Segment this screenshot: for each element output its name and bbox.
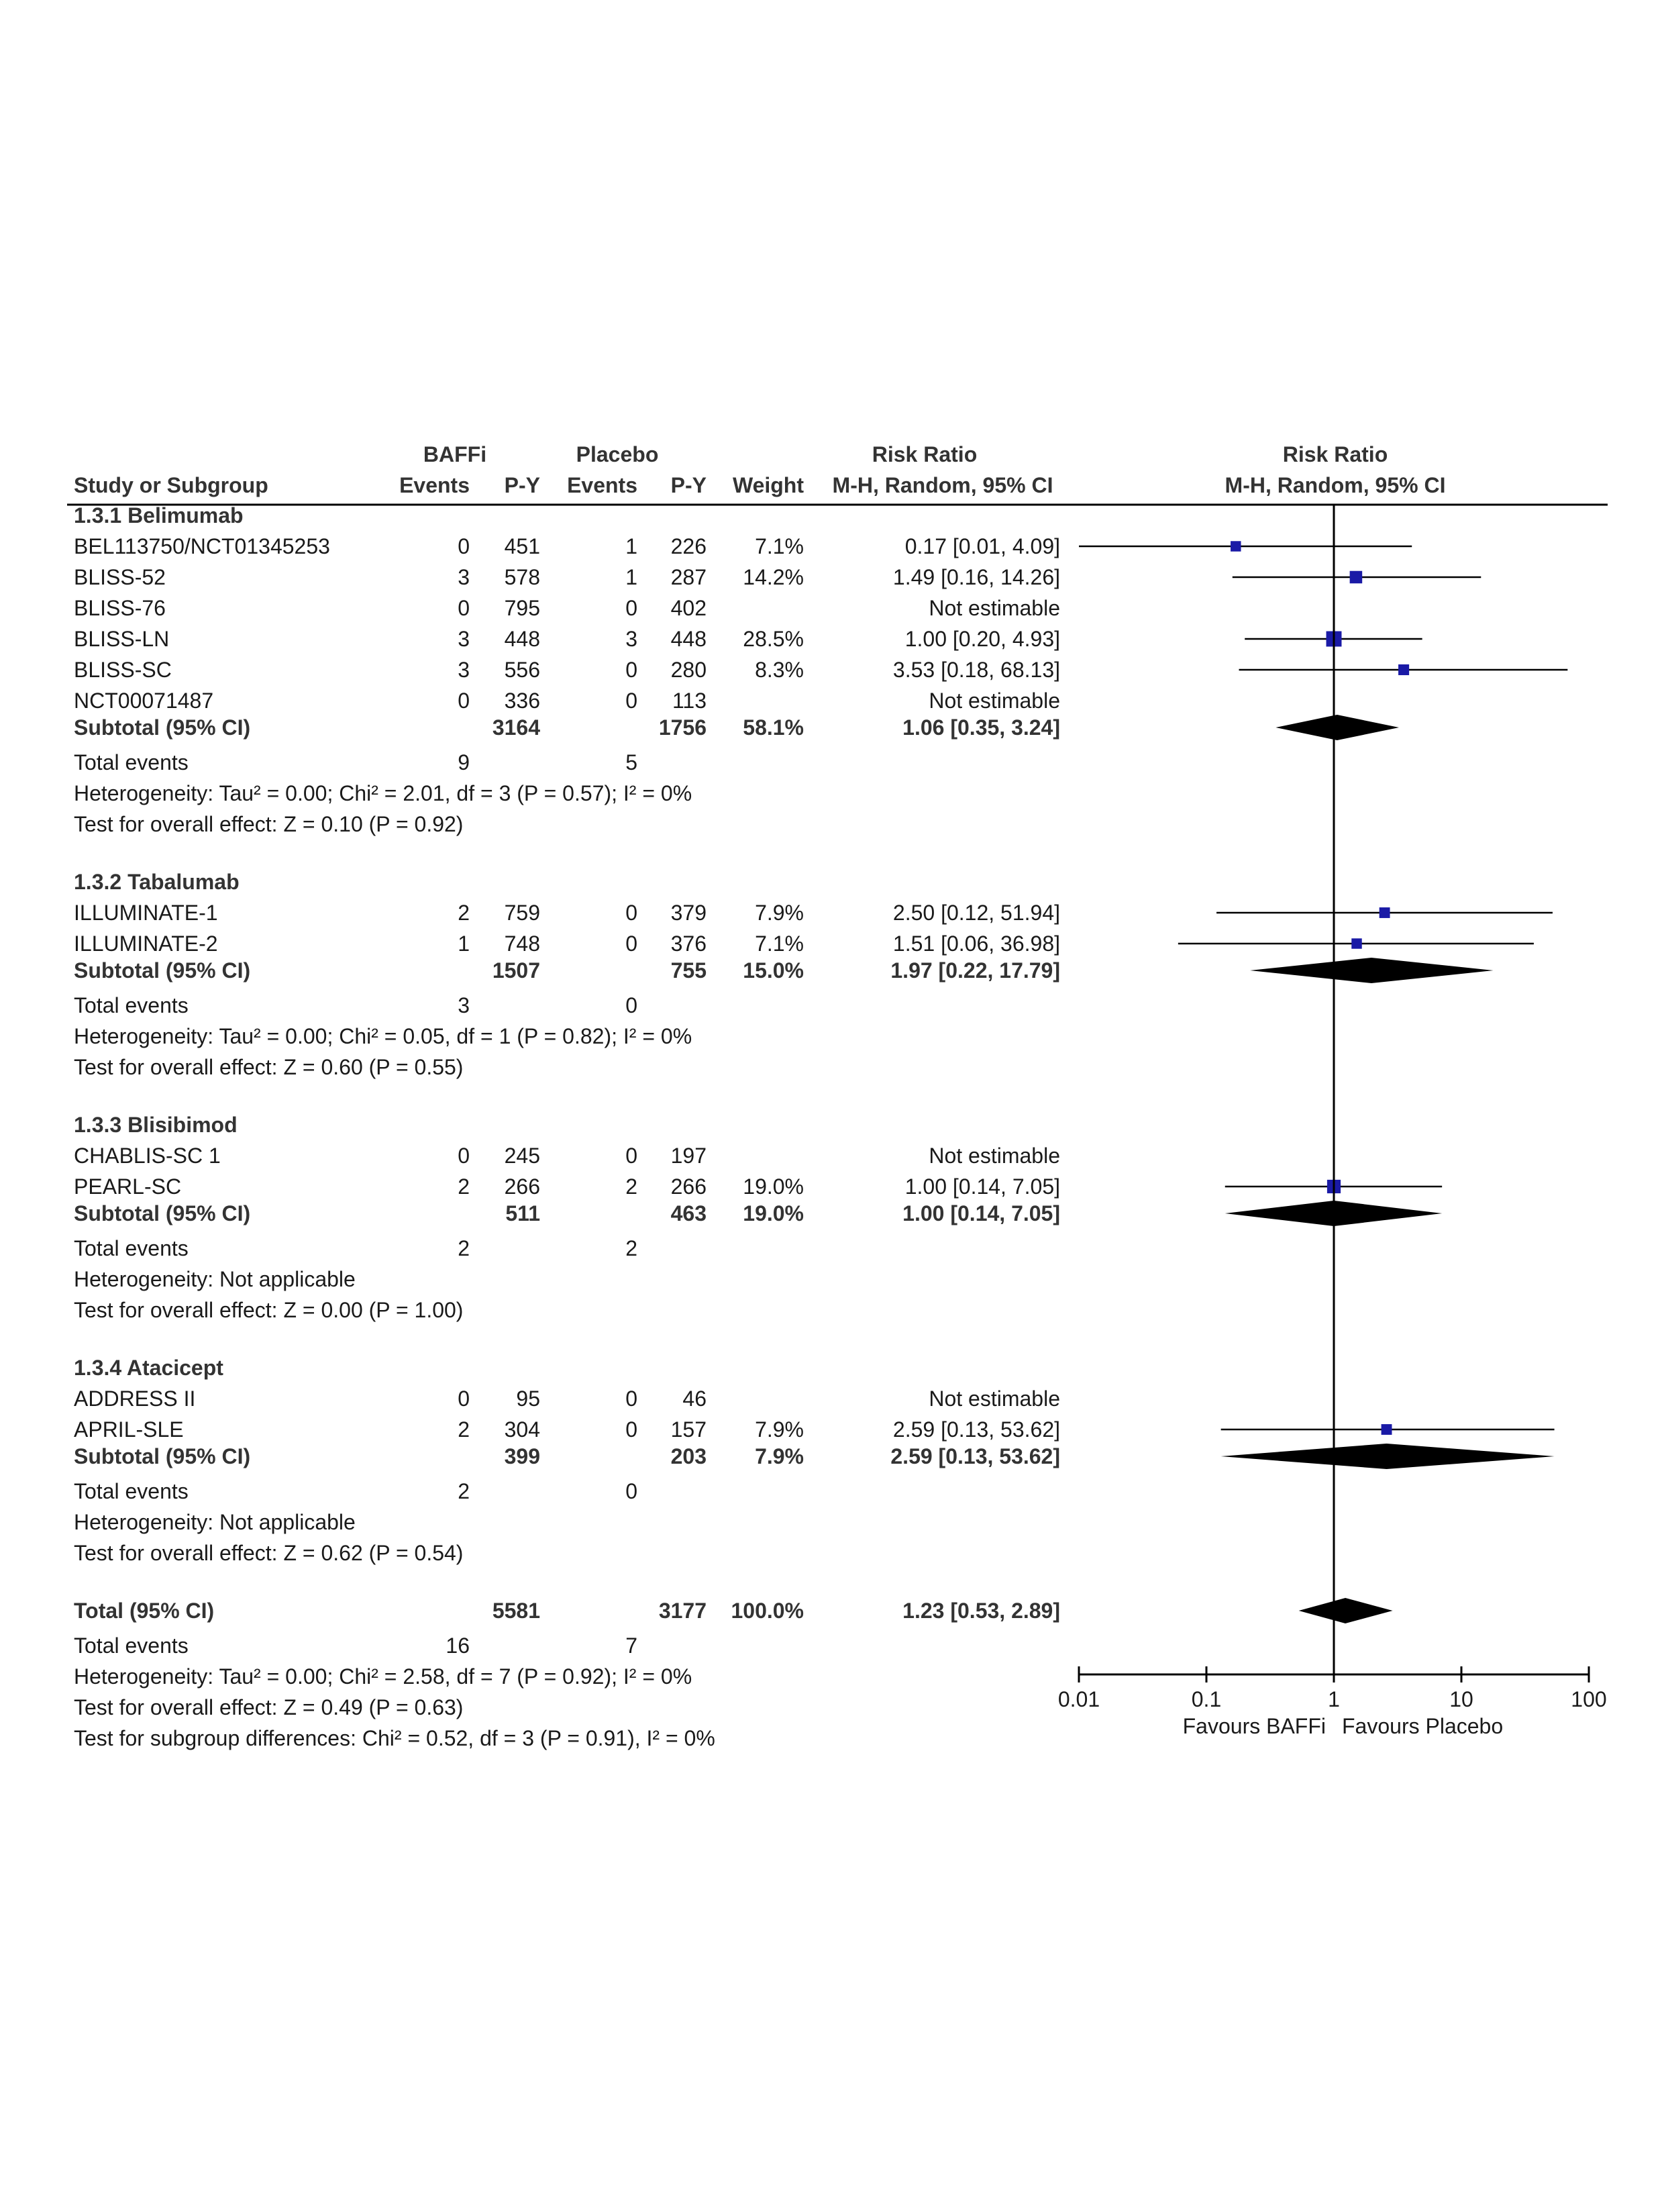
study-events-a: 0 — [458, 1144, 470, 1168]
overall-effect-text: Test for overall effect: Z = 0.00 (P = 1.00) — [74, 1298, 464, 1322]
point-estimate-square — [1380, 907, 1390, 918]
total-events-label: Total events — [74, 1236, 189, 1260]
subgroup-difference-text: Test for subgroup differences: Chi² = 0.52, df = 3 (P = 0.91), I² = 0% — [74, 1726, 715, 1750]
point-estimate-square — [1351, 938, 1361, 948]
study-name: BLISS-SC — [74, 658, 172, 682]
total-weight: 100.0% — [731, 1599, 804, 1623]
total-events-b: 0 — [625, 1479, 637, 1503]
study-name: APRIL-SLE — [74, 1417, 184, 1442]
favours-right-label: Favours Placebo — [1342, 1714, 1504, 1738]
total-events-b: 5 — [625, 750, 637, 774]
total-events-b: 2 — [625, 1236, 637, 1260]
subtotal-label: Subtotal (95% CI) — [74, 1201, 251, 1225]
heterogeneity-text: Heterogeneity: Not applicable — [74, 1267, 356, 1291]
study-py-a: 245 — [504, 1144, 540, 1168]
study-py-a: 304 — [504, 1417, 540, 1442]
total-events-a: 16 — [446, 1633, 470, 1658]
overall-effect-text: Test for overall effect: Z = 0.49 (P = 0.63) — [74, 1695, 464, 1719]
subtotal-py-a: 3164 — [492, 715, 540, 740]
total-events-label: Total events — [74, 993, 189, 1017]
total-events-b: 0 — [625, 993, 637, 1017]
study-events-b: 0 — [625, 1144, 637, 1168]
study-ci-text: 1.49 [0.16, 14.26] — [892, 565, 1060, 589]
study-py-a: 556 — [504, 658, 540, 682]
study-py-b: 266 — [670, 1174, 707, 1199]
study-ci-text: 1.51 [0.06, 36.98] — [892, 932, 1060, 956]
study-rows — [74, 503, 1060, 1750]
study-events-b: 1 — [625, 565, 637, 589]
study-py-b: 197 — [670, 1144, 707, 1168]
study-events-b: 0 — [625, 1387, 637, 1411]
subgroup-title: 1.3.2 Tabalumab — [74, 870, 240, 894]
study-events-a: 1 — [458, 932, 470, 956]
study-events-a: 2 — [458, 1174, 470, 1199]
subtotal-ci-text: 1.06 [0.35, 3.24] — [902, 715, 1060, 740]
rr-method-header: M-H, Random, 95% CI — [832, 473, 1053, 497]
forest-table — [67, 442, 1608, 505]
total-events-label: Total events — [74, 1479, 189, 1503]
study-py-a: 748 — [504, 932, 540, 956]
study-ci-text: 0.17 [0.01, 4.09] — [904, 534, 1060, 558]
study-py-b: 113 — [672, 689, 707, 713]
subtotal-py-b: 755 — [670, 958, 707, 983]
study-ci-text: 1.00 [0.20, 4.93] — [904, 627, 1060, 651]
study-ci-text: Not estimable — [929, 1387, 1060, 1411]
plot-method-header: M-H, Random, 95% CI — [1225, 473, 1446, 497]
study-weight: 14.2% — [743, 565, 804, 589]
study-events-a: 3 — [458, 658, 470, 682]
study-py-b: 226 — [670, 534, 707, 558]
study-column-header: Study or Subgroup — [74, 473, 268, 497]
study-py-b: 157 — [670, 1417, 707, 1442]
study-weight: 8.3% — [755, 658, 804, 682]
study-events-a: 0 — [458, 596, 470, 620]
study-events-b: 2 — [625, 1174, 637, 1199]
study-name: PEARL-SC — [74, 1174, 182, 1199]
subtotal-label: Subtotal (95% CI) — [74, 1444, 251, 1468]
subtotal-py-a: 511 — [505, 1201, 540, 1225]
study-py-b: 46 — [682, 1387, 707, 1411]
study-name: ILLUMINATE-2 — [74, 932, 218, 956]
study-events-a: 0 — [458, 689, 470, 713]
study-name: ADDRESS II — [74, 1387, 196, 1411]
subtotal-weight: 7.9% — [755, 1444, 804, 1468]
study-py-b: 280 — [670, 658, 707, 682]
total-diamond — [1299, 1598, 1393, 1623]
study-weight: 19.0% — [743, 1174, 804, 1199]
study-events-b: 0 — [625, 596, 637, 620]
total-ci-text: 1.23 [0.53, 2.89] — [902, 1599, 1060, 1623]
heterogeneity-text: Heterogeneity: Tau² = 0.00; Chi² = 2.01, df = 3 (P = 0.57); I² = 0% — [74, 781, 692, 805]
subtotal-diamond — [1221, 1444, 1555, 1469]
total-py-b: 3177 — [658, 1599, 707, 1623]
x-tick-label: 0.01 — [1057, 1687, 1100, 1711]
study-events-a: 2 — [458, 1417, 470, 1442]
study-events-b: 3 — [625, 627, 637, 651]
point-estimate-square — [1382, 1424, 1392, 1435]
study-py-b: 448 — [670, 627, 707, 651]
study-weight: 7.9% — [755, 901, 804, 925]
group-b-header: Placebo — [576, 442, 659, 466]
subtotal-weight: 19.0% — [743, 1201, 804, 1225]
study-py-b: 379 — [670, 901, 707, 925]
total-events-label: Total events — [74, 750, 189, 774]
study-py-a: 336 — [504, 689, 540, 713]
study-weight: 7.9% — [755, 1417, 804, 1442]
study-events-a: 2 — [458, 901, 470, 925]
point-estimate-square — [1398, 664, 1409, 675]
study-py-a: 795 — [504, 596, 540, 620]
heterogeneity-text: Heterogeneity: Not applicable — [74, 1510, 356, 1534]
study-ci-text: Not estimable — [929, 596, 1060, 620]
study-ci-text: 2.59 [0.13, 53.62] — [892, 1417, 1060, 1442]
x-tick-label: 0.1 — [1191, 1687, 1222, 1711]
study-py-a: 448 — [504, 627, 540, 651]
study-py-a: 451 — [504, 534, 540, 558]
study-py-b: 376 — [670, 932, 707, 956]
study-ci-text: Not estimable — [929, 689, 1060, 713]
favours-left-label: Favours BAFFi — [1182, 1714, 1326, 1738]
plot-area — [1058, 505, 1607, 1738]
subgroup-title: 1.3.4 Atacicept — [74, 1356, 223, 1380]
overall-effect-text: Test for overall effect: Z = 0.60 (P = 0.55) — [74, 1055, 464, 1079]
rr-column-title: Risk Ratio — [872, 442, 978, 466]
study-events-b: 0 — [625, 901, 637, 925]
x-tick-label: 10 — [1449, 1687, 1473, 1711]
study-name: NCT00071487 — [74, 689, 214, 713]
study-events-b: 0 — [625, 689, 637, 713]
subtotal-diamond — [1276, 715, 1399, 740]
study-weight: 28.5% — [743, 627, 804, 651]
point-estimate-square — [1350, 571, 1363, 584]
study-name: BEL113750/NCT01345253 — [74, 534, 330, 558]
study-name: BLISS-LN — [74, 627, 170, 651]
weight-header: Weight — [732, 473, 804, 497]
study-ci-text: 3.53 [0.18, 68.13] — [892, 658, 1060, 682]
subtotal-py-b: 1756 — [658, 715, 707, 740]
study-events-b: 0 — [625, 932, 637, 956]
subtotal-ci-text: 1.97 [0.22, 17.79] — [890, 958, 1060, 983]
point-estimate-square — [1231, 541, 1241, 551]
subtotal-weight: 58.1% — [743, 715, 804, 740]
events-b-header: Events — [567, 473, 637, 497]
study-events-a: 3 — [458, 565, 470, 589]
study-py-b: 402 — [670, 596, 707, 620]
study-name: ILLUMINATE-1 — [74, 901, 218, 925]
events-a-header: Events — [399, 473, 470, 497]
subtotal-ci-text: 1.00 [0.14, 7.05] — [902, 1201, 1060, 1225]
study-weight: 7.1% — [755, 932, 804, 956]
study-ci-text: 2.50 [0.12, 51.94] — [892, 901, 1060, 925]
subtotal-label: Subtotal (95% CI) — [74, 958, 251, 983]
study-name: BLISS-76 — [74, 596, 166, 620]
total-py-a: 5581 — [492, 1599, 540, 1623]
total-events-a: 2 — [458, 1236, 470, 1260]
plot-column-title: Risk Ratio — [1282, 442, 1388, 466]
study-name: CHABLIS-SC 1 — [74, 1144, 221, 1168]
subtotal-py-b: 463 — [670, 1201, 707, 1225]
study-py-b: 287 — [670, 565, 707, 589]
study-ci-text: Not estimable — [929, 1144, 1060, 1168]
study-ci-text: 1.00 [0.14, 7.05] — [904, 1174, 1060, 1199]
study-name: BLISS-52 — [74, 565, 166, 589]
py-a-header: P-Y — [504, 473, 540, 497]
subtotal-py-b: 203 — [670, 1444, 707, 1468]
total-events-a: 9 — [458, 750, 470, 774]
study-events-b: 0 — [625, 658, 637, 682]
total-events-a: 2 — [458, 1479, 470, 1503]
study-events-b: 0 — [625, 1417, 637, 1442]
x-tick-label: 100 — [1571, 1687, 1607, 1711]
subgroup-title: 1.3.1 Belimumab — [74, 503, 244, 527]
group-a-header: BAFFi — [423, 442, 487, 466]
heterogeneity-text: Heterogeneity: Tau² = 0.00; Chi² = 2.58, df = 7 (P = 0.92); I² = 0% — [74, 1664, 692, 1689]
overall-effect-text: Test for overall effect: Z = 0.62 (P = 0.54) — [74, 1541, 464, 1565]
heterogeneity-text: Heterogeneity: Tau² = 0.00; Chi² = 0.05, df = 1 (P = 0.82); I² = 0% — [74, 1024, 692, 1048]
total-events-a: 3 — [458, 993, 470, 1017]
overall-effect-text: Test for overall effect: Z = 0.10 (P = 0.92) — [74, 812, 464, 836]
study-weight: 7.1% — [755, 534, 804, 558]
study-py-a: 266 — [504, 1174, 540, 1199]
study-py-a: 759 — [504, 901, 540, 925]
py-b-header: P-Y — [670, 473, 707, 497]
total-events-label: Total events — [74, 1633, 189, 1658]
subtotal-diamond — [1250, 958, 1493, 983]
study-py-a: 578 — [504, 565, 540, 589]
total-events-b: 7 — [625, 1633, 637, 1658]
study-py-a: 95 — [516, 1387, 540, 1411]
subgroup-title: 1.3.3 Blisibimod — [74, 1113, 238, 1137]
study-events-a: 0 — [458, 1387, 470, 1411]
total-label: Total (95% CI) — [74, 1599, 215, 1623]
subtotal-label: Subtotal (95% CI) — [74, 715, 251, 740]
subtotal-py-a: 1507 — [492, 958, 540, 983]
subtotal-py-a: 399 — [504, 1444, 540, 1468]
study-events-b: 1 — [625, 534, 637, 558]
subtotal-weight: 15.0% — [743, 958, 804, 983]
study-events-a: 3 — [458, 627, 470, 651]
subtotal-ci-text: 2.59 [0.13, 53.62] — [890, 1444, 1060, 1468]
study-events-a: 0 — [458, 534, 470, 558]
x-tick-label: 1 — [1328, 1687, 1340, 1711]
